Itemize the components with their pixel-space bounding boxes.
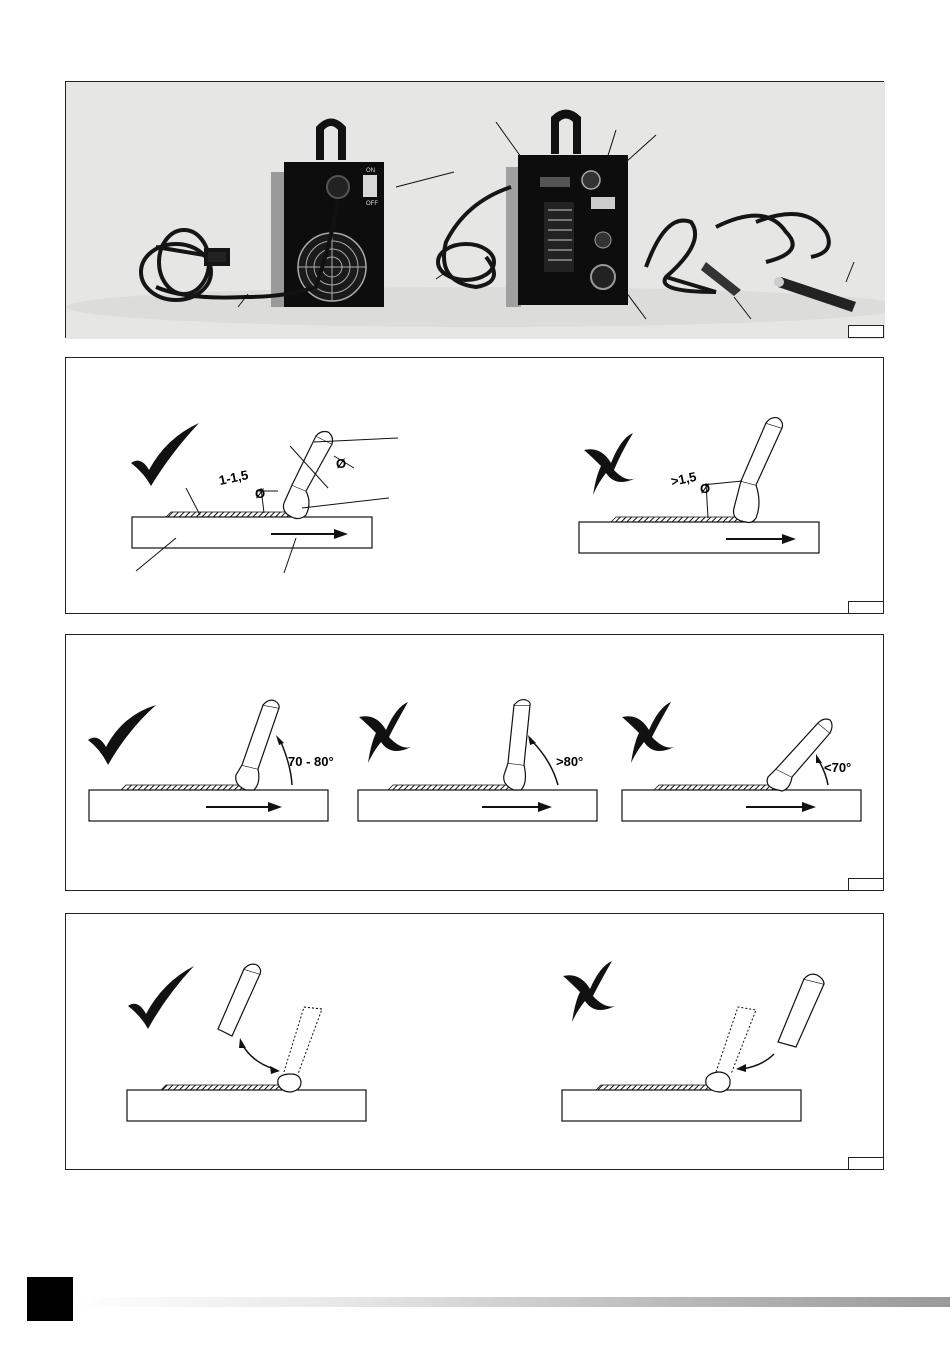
electrode-too-far: [734, 418, 783, 523]
check-mark-icon: [128, 966, 194, 1029]
cross-mark-icon: [622, 702, 674, 763]
electrode-under-70: [767, 719, 832, 791]
arc-striking-diagram: [66, 914, 885, 1171]
figure-1-number-tab: [848, 325, 884, 338]
workpiece-plate-c: [622, 790, 861, 821]
figure-4-number-tab: [848, 1157, 884, 1170]
figure-4-arc-striking: [65, 913, 884, 1170]
phi-symbol-right: Ø: [700, 481, 711, 496]
angle-high-label: >80°: [556, 754, 584, 769]
machine-photo-illustration: [66, 82, 885, 339]
check-mark-icon: [88, 705, 156, 765]
arc-length-diagram: [66, 358, 885, 615]
electrode-dotted-position: [284, 1007, 322, 1074]
electrode-70-80: [236, 700, 279, 790]
angle-ok-label: 70 - 80°: [288, 754, 334, 769]
electrode-solid: [218, 964, 261, 1036]
dimension-lines: [136, 438, 398, 573]
workpiece-plate-b: [358, 790, 597, 821]
figure-2-number-tab: [848, 601, 884, 614]
diameter-bad-label: >1,5: [669, 468, 698, 489]
diameter-ok-label: 1-1,5: [217, 467, 250, 488]
electrode-angle-diagram: [66, 635, 885, 892]
motion-arrow: [242, 1044, 274, 1069]
figure-1-machine-photo: [65, 81, 884, 338]
cross-mark-icon: [584, 433, 636, 495]
footer-gradient-bar: [73, 1297, 950, 1307]
electrode-dotted-position-right: [716, 1007, 756, 1074]
workpiece-plate: [89, 790, 328, 821]
workpiece-plate: [127, 1090, 366, 1121]
check-mark-icon: [131, 423, 199, 486]
page-number-block: [27, 1277, 73, 1321]
cross-mark-icon: [563, 961, 615, 1022]
figure-3-number-tab: [848, 878, 884, 891]
electrode-over-80: [504, 700, 530, 790]
motion-arrow-right: [742, 1054, 774, 1069]
cross-mark-icon: [359, 702, 411, 763]
angle-low-label: <70°: [824, 760, 852, 775]
phi-symbol-left: Ø: [255, 486, 266, 501]
workpiece-plate-right: [562, 1090, 801, 1121]
figure-2-arc-length: [65, 357, 884, 614]
switch-off-label: OFF: [366, 201, 378, 207]
weld-bead-right: [611, 517, 746, 522]
weld-bead: [166, 512, 298, 517]
phi-symbol-electrode: Ø: [336, 456, 347, 471]
switch-on-label: ON: [366, 168, 375, 174]
electrode-solid-right: [778, 974, 824, 1047]
figure-3-electrode-angle: [65, 634, 884, 891]
